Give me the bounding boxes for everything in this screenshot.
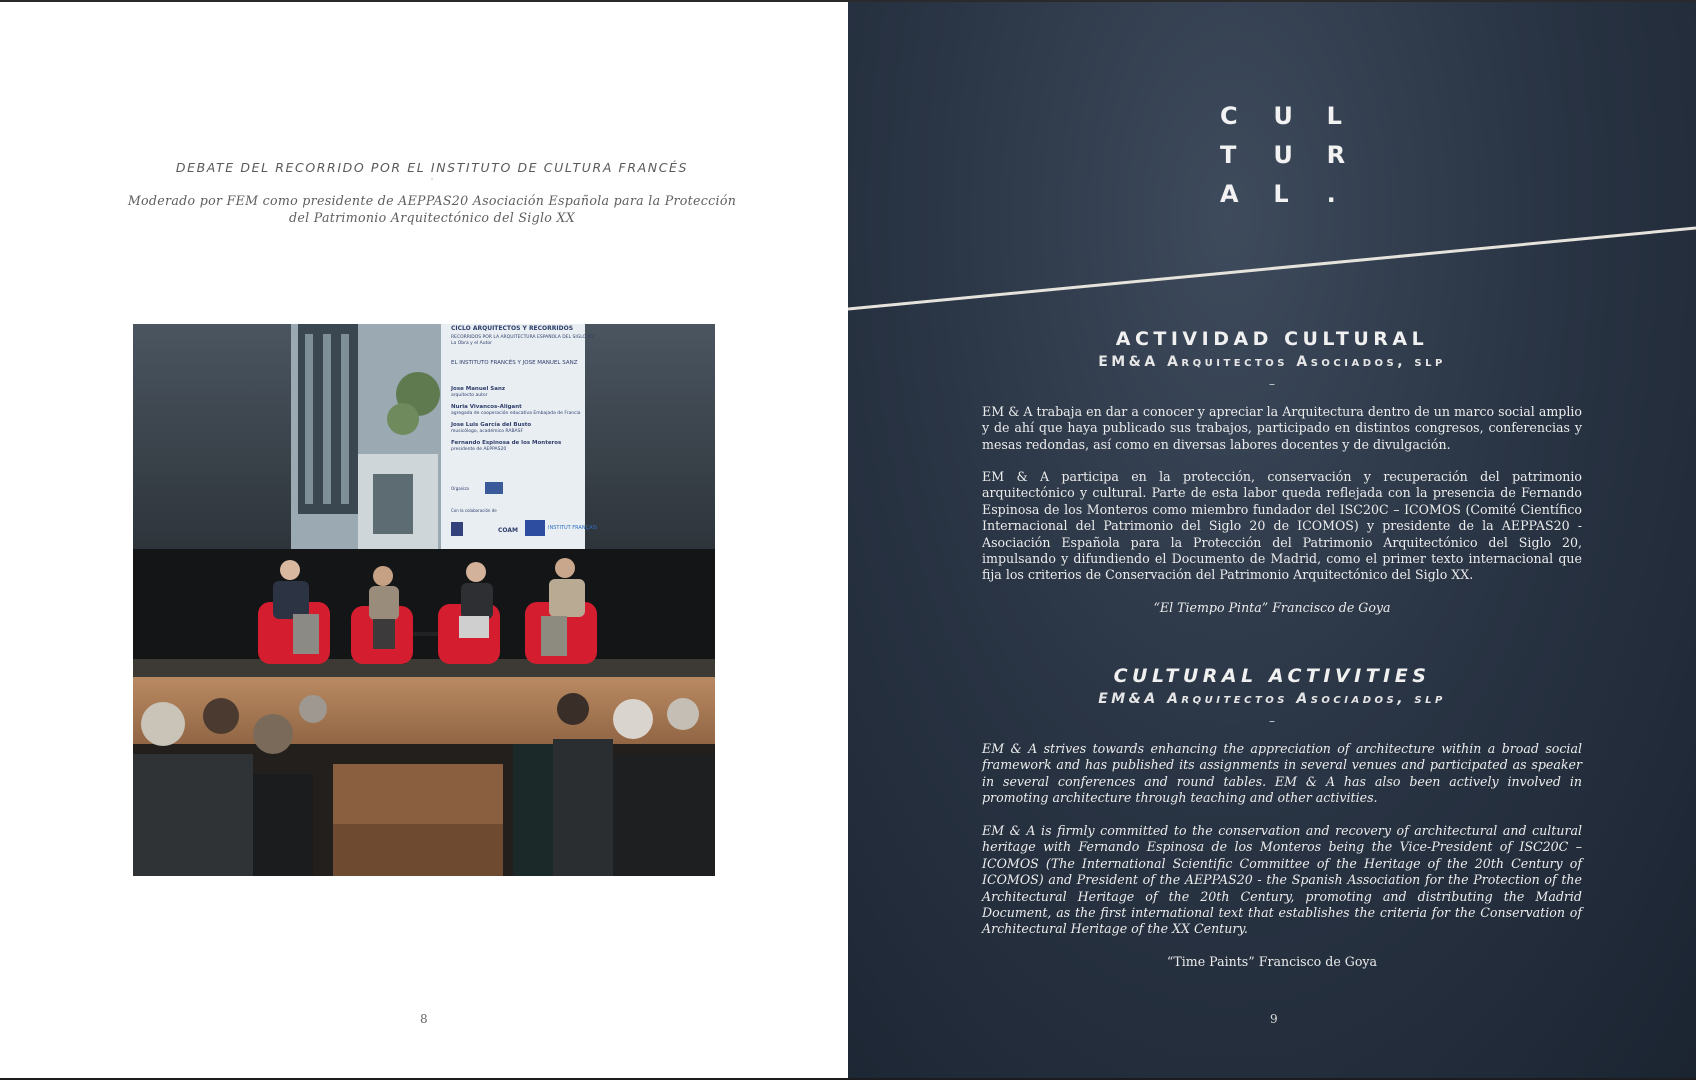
big-letter: U	[1273, 141, 1293, 169]
es-paragraph-2: EM & A participa en la protección, conservación y recuperación del patrimonio arquitectónico y cultural. Parte de esta labor queda reflejada con la presencia de Fernando Espinosa de los Monteros como miembro fundador del ISC20C – ICOMOS (Comité Científico Internacional del Patrimonio del Siglo 20 de ICOMOS) y presidente de la AEPPAS20 - Asociación Española para la Protección del Patrimonio Arquitectónico del Siglo 20, impulsando y difundiendo el Documento de Madrid, como el primer texto internacional que fija los criterios de Conservación del Patrimonio Arquitectónico del Siglo XX.	[982, 469, 1582, 583]
screen-collab-label: Con la colaboración de	[451, 508, 497, 513]
es-quote: “El Tiempo Pinta” Francisco de Goya	[1153, 600, 1391, 615]
big-letter: L	[1273, 180, 1289, 208]
screen-speaker-name: Jose Luis García del Busto	[451, 422, 532, 428]
screen-speaker-role: musicólogo, académico RABASF	[451, 429, 524, 434]
page-number-right: 9	[1270, 1012, 1278, 1026]
big-letter: C	[1220, 102, 1238, 130]
screen-speaker-role: agregada de cooperación educativa Embajada de Francia	[451, 411, 581, 416]
en-dash: –	[1269, 714, 1275, 728]
screen-series: RECORRIDOS POR LA ARQUITECTURA ESPAÑOLA DEL SIGLO XX	[451, 335, 594, 340]
big-letter: L	[1326, 102, 1342, 130]
heading-separator: ·	[430, 175, 434, 184]
en-paragraph-1: EM & A strives towards enhancing the appreciation of architecture within a broad social framework and has published its assignments in several venues and participated as speaker in several conferences and round tables. EM & A has also been actively involved in promoting architecture through teaching and other activities.	[982, 741, 1582, 806]
en-company-name: EM&A Arquitectos Asociados, slp	[1098, 691, 1446, 707]
big-letter: A	[1220, 180, 1239, 208]
organizer-logo	[485, 482, 503, 494]
diagonal-rule	[848, 2, 1696, 322]
left-page-subtitle: Moderado por FEM como presidente de AEPPAS20 Asociación Española para la Protección del Patrimonio Arquitectónico del Siglo XX	[127, 193, 737, 225]
en-quote: “Time Paints” Francisco de Goya	[1166, 954, 1378, 969]
screen-header: CICLO ARQUITECTOS Y RECORRIDOS	[451, 325, 574, 332]
es-paragraph-1: EM & A trabaja en dar a conocer y apreciar la Arquitectura dentro de un marco social amplio y de ahí que haya publicado sus trabajos, participado en distintos congresos, conferencias y mesas redondas, así como en diversas labores docentes y de divulgación.	[982, 404, 1582, 452]
screen-speaker-name: Fernando Espinosa de los Monteros	[451, 440, 562, 446]
screen-logo: COAM	[498, 527, 518, 534]
big-letter: .	[1326, 180, 1336, 208]
es-dash: –	[1269, 377, 1275, 391]
debate-photo	[133, 324, 715, 876]
es-section-title: ACTIVIDAD CULTURAL	[1115, 328, 1429, 350]
screen-speaker-role: arquitecto autor	[451, 393, 488, 398]
en-section-title: CULTURAL ACTIVITIES	[1113, 665, 1431, 687]
page-number-left: 8	[420, 1012, 428, 1026]
es-company-name: EM&A Arquitectos Asociados, slp	[1098, 354, 1446, 370]
en-paragraph-2: EM & A is firmly committed to the conservation and recovery of architectural and cultural heritage with Fernando Espinosa de los Monteros being the Vice-President of ISC20C – ICOMOS (The International Scientific Committee of the Heritage of the 20th Century of ICOMOS) and President of the AEPPAS20 - the Spanish Association for the Protection of the Architectural Heritage of the 20th Century, promoting and distributing the Madrid Document, as the first international text that establishes the criteria for the Conservation of Architectural Heritage of the XX Century.	[982, 823, 1582, 937]
right-page	[848, 2, 1696, 1078]
big-letter: T	[1220, 141, 1237, 169]
screen-speaker-role: presidente de AEPPAS20	[451, 447, 507, 452]
screen-subseries: La Obra y el Autor	[451, 341, 492, 346]
screen-speaker-name: Jose Manuel Sanz	[451, 386, 506, 392]
screen-event: EL INSTITUTO FRANCÉS Y JOSE MANUEL SANZ	[451, 360, 578, 366]
left-page	[0, 2, 848, 1078]
big-letter: R	[1326, 141, 1346, 169]
big-letter: U	[1273, 102, 1293, 130]
screen-logo: INSTITUT FRANÇAIS	[548, 525, 598, 531]
screen-organizer-label: Organiza	[451, 486, 469, 491]
left-page-heading: DEBATE DEL RECORRIDO POR EL INSTITUTO DE CULTURA FRANCÉS	[175, 160, 689, 175]
screen-speaker-name: Nuria Vivancos-Aligant	[451, 404, 522, 410]
